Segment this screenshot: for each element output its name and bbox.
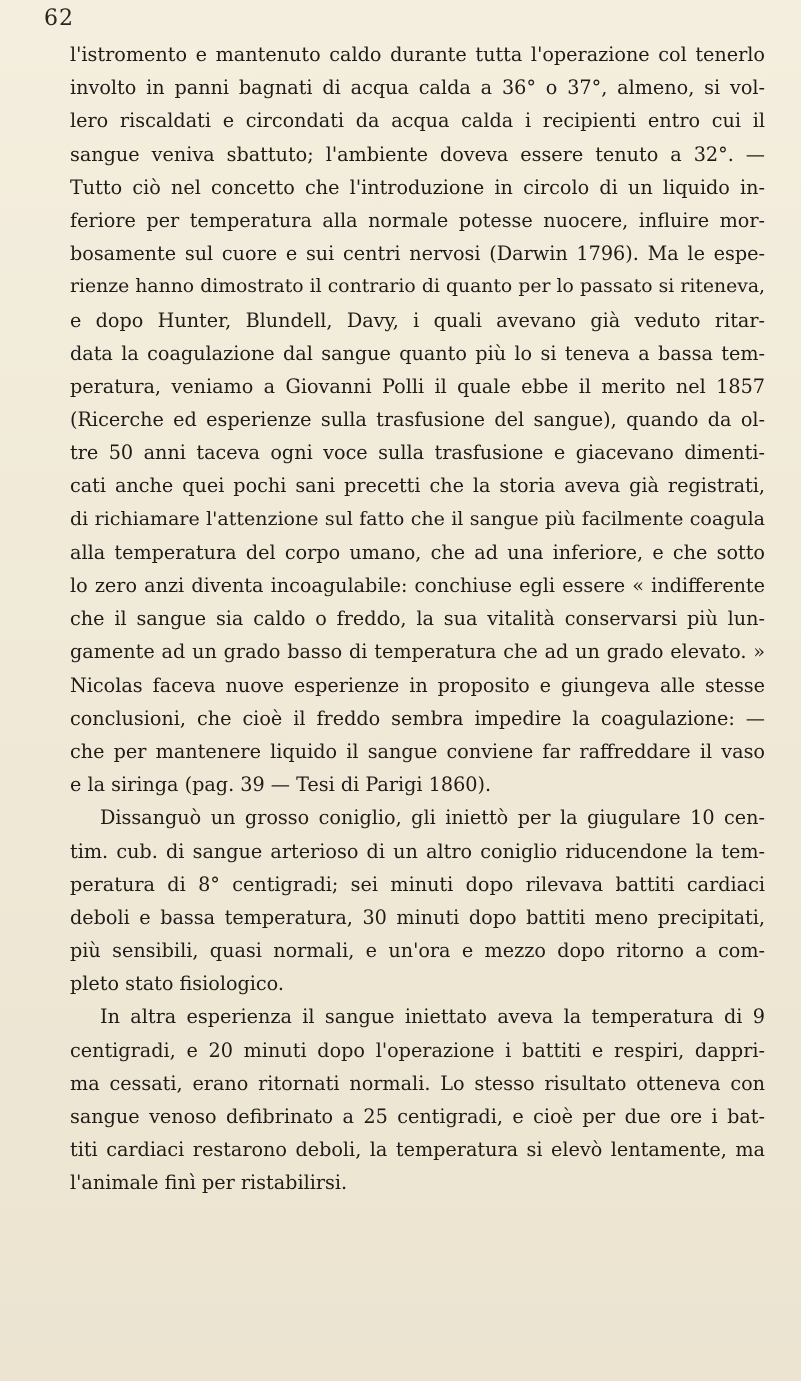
text-line: tim. cub. di sangue arterioso di un altro coniglio riducendone la tem-: [70, 839, 765, 863]
text-line: che per mantenere liquido il sangue conviene far raffreddare il vaso: [70, 739, 765, 763]
text-line: centigradi, e 20 minuti dopo l'operazione i battiti e respiri, dappri-: [70, 1038, 765, 1062]
text-line: ma cessati, erano ritornati normali. Lo stesso risultato otteneva con: [70, 1071, 765, 1095]
text-line: lero riscaldati e circondati da acqua calda i recipienti entro cui il: [70, 109, 765, 133]
text-line: lo zero anzi diventa incoagulabile: conchiuse egli essere « indifferente: [70, 574, 765, 597]
text-line: e la siringa (pag. 39 — Tesi di Parigi 1860).: [70, 773, 492, 797]
text-line: peratura, veniamo a Giovanni Polli il quale ebbe il merito nel 1857: [70, 374, 765, 398]
text-line: alla temperatura del corpo umano, che ad una inferiore, e che sotto: [70, 540, 765, 564]
text-line: l'animale finì per ristabilirsi.: [70, 1171, 348, 1195]
text-line: e dopo Hunter, Blundell, Davy, i quali avevano già veduto ritar-: [70, 308, 765, 332]
text-line: sangue veniva sbattuto; l'ambiente doveva essere tenuto a 32°. —: [70, 142, 765, 166]
text-line: (Ricerche ed esperienze sulla trasfusione del sangue), quando da ol-: [70, 408, 765, 432]
text-line: bosamente sul cuore e sui centri nervosi (Darwin 1796). Ma le espe-: [70, 242, 765, 266]
text-line: l'istromento e mantenuto caldo durante tutta l'operazione col tenerlo: [70, 43, 765, 66]
text-line: tre 50 anni taceva ogni voce sulla trasfusione e giacevano dimenti-: [70, 441, 765, 465]
text-line: sangue venoso defibrinato a 25 centigradi, e cioè per due ore i bat-: [70, 1105, 765, 1128]
text-line: In altra esperienza il sangue iniettato aveva la temperatura di 9: [100, 1005, 765, 1029]
text-line: Tutto ciò nel concetto che l'introduzione in circolo di un liquido in-: [70, 175, 765, 199]
text-line: che il sangue sia caldo o freddo, la sua vitalità conservarsi più lun-: [70, 607, 765, 631]
page-number: 62: [44, 6, 74, 31]
text-line: peratura di 8° centigradi; sei minuti dopo rilevava battiti cardiaci: [70, 872, 765, 896]
body-text: [70, 38, 765, 1200]
text-line: gamente ad un grado basso di temperatura che ad un grado elevato. »: [70, 640, 765, 664]
text-line: Dissanguò un grosso coniglio, gli iniettò per la giugulare 10 cen-: [100, 806, 765, 830]
text-line: involto in panni bagnati di acqua calda a 36° o 37°, almeno, si vol-: [70, 76, 765, 100]
text-line: cati anche quei pochi sani precetti che la storia aveva già registrati,: [70, 474, 765, 498]
text-line: pleto stato fisiologico.: [70, 972, 284, 996]
text-line: deboli e bassa temperatura, 30 minuti dopo battiti meno precipitati,: [70, 905, 765, 929]
text-line: feriore per temperatura alla normale potesse nuocere, influire mor-: [70, 208, 765, 232]
text-line: data la coagulazione dal sangue quanto più lo si teneva a bassa tem-: [70, 341, 765, 365]
text-line: più sensibili, quasi normali, e un'ora e mezzo dopo ritorno a com-: [70, 939, 765, 963]
text-line: di richiamare l'attenzione sul fatto che il sangue più facilmente coagula: [70, 507, 765, 530]
text-line: titi cardiaci restarono deboli, la temperatura si elevò lentamente, ma: [70, 1138, 765, 1162]
text-line: conclusioni, che cioè il freddo sembra impedire la coagulazione: —: [70, 706, 765, 730]
text-line: rienze hanno dimostrato il contrario di quanto per lo passato si riteneva,: [70, 276, 765, 298]
text-line: Nicolas faceva nuove esperienze in proposito e giungeva alle stesse: [70, 673, 765, 697]
